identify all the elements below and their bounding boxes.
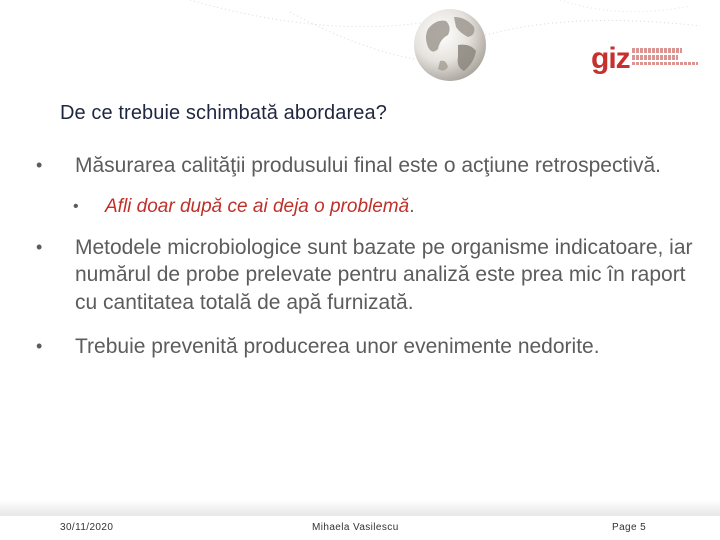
bullet-item bbox=[36, 234, 700, 317]
slide-title: De ce trebuie schimbată abordarea? bbox=[60, 102, 387, 124]
bullet-text: Măsurarea calităţii produsului final este o acţiune retrospectivă. bbox=[75, 154, 661, 177]
bullet-symbol: • bbox=[36, 236, 43, 257]
sub-bullet-text: Afli doar după ce ai deja o problemă bbox=[105, 195, 410, 217]
giz-logo-mark: giz bbox=[591, 42, 630, 75]
bullet-item bbox=[36, 333, 700, 361]
bullet-symbol: • bbox=[36, 155, 43, 175]
footer-page-number: Page 5 bbox=[612, 522, 647, 533]
bullet-symbol: • bbox=[73, 197, 79, 215]
bullet-list bbox=[36, 152, 700, 361]
globe-icon bbox=[410, 5, 490, 85]
sub-bullet-period: . bbox=[409, 195, 415, 217]
sub-bullet-item bbox=[36, 194, 700, 220]
footer-author: Mihaela Vasilescu bbox=[312, 522, 399, 533]
giz-logo-tagline bbox=[632, 48, 706, 67]
giz-logo bbox=[588, 44, 708, 80]
bullet-symbol: • bbox=[36, 336, 43, 356]
bullet-text: Metodele microbiologice sunt bazate pe organisme indicatoare, iar numărul de probe prelevate pentru analiză este prea mic în raport cu cantitatea totală de apă furnizată. bbox=[75, 235, 693, 314]
bullet-item bbox=[36, 152, 700, 180]
footer-date: 30/11/2020 bbox=[60, 522, 114, 533]
bullet-text: Trebuie prevenită producerea unor evenimente nedorite. bbox=[75, 335, 600, 358]
